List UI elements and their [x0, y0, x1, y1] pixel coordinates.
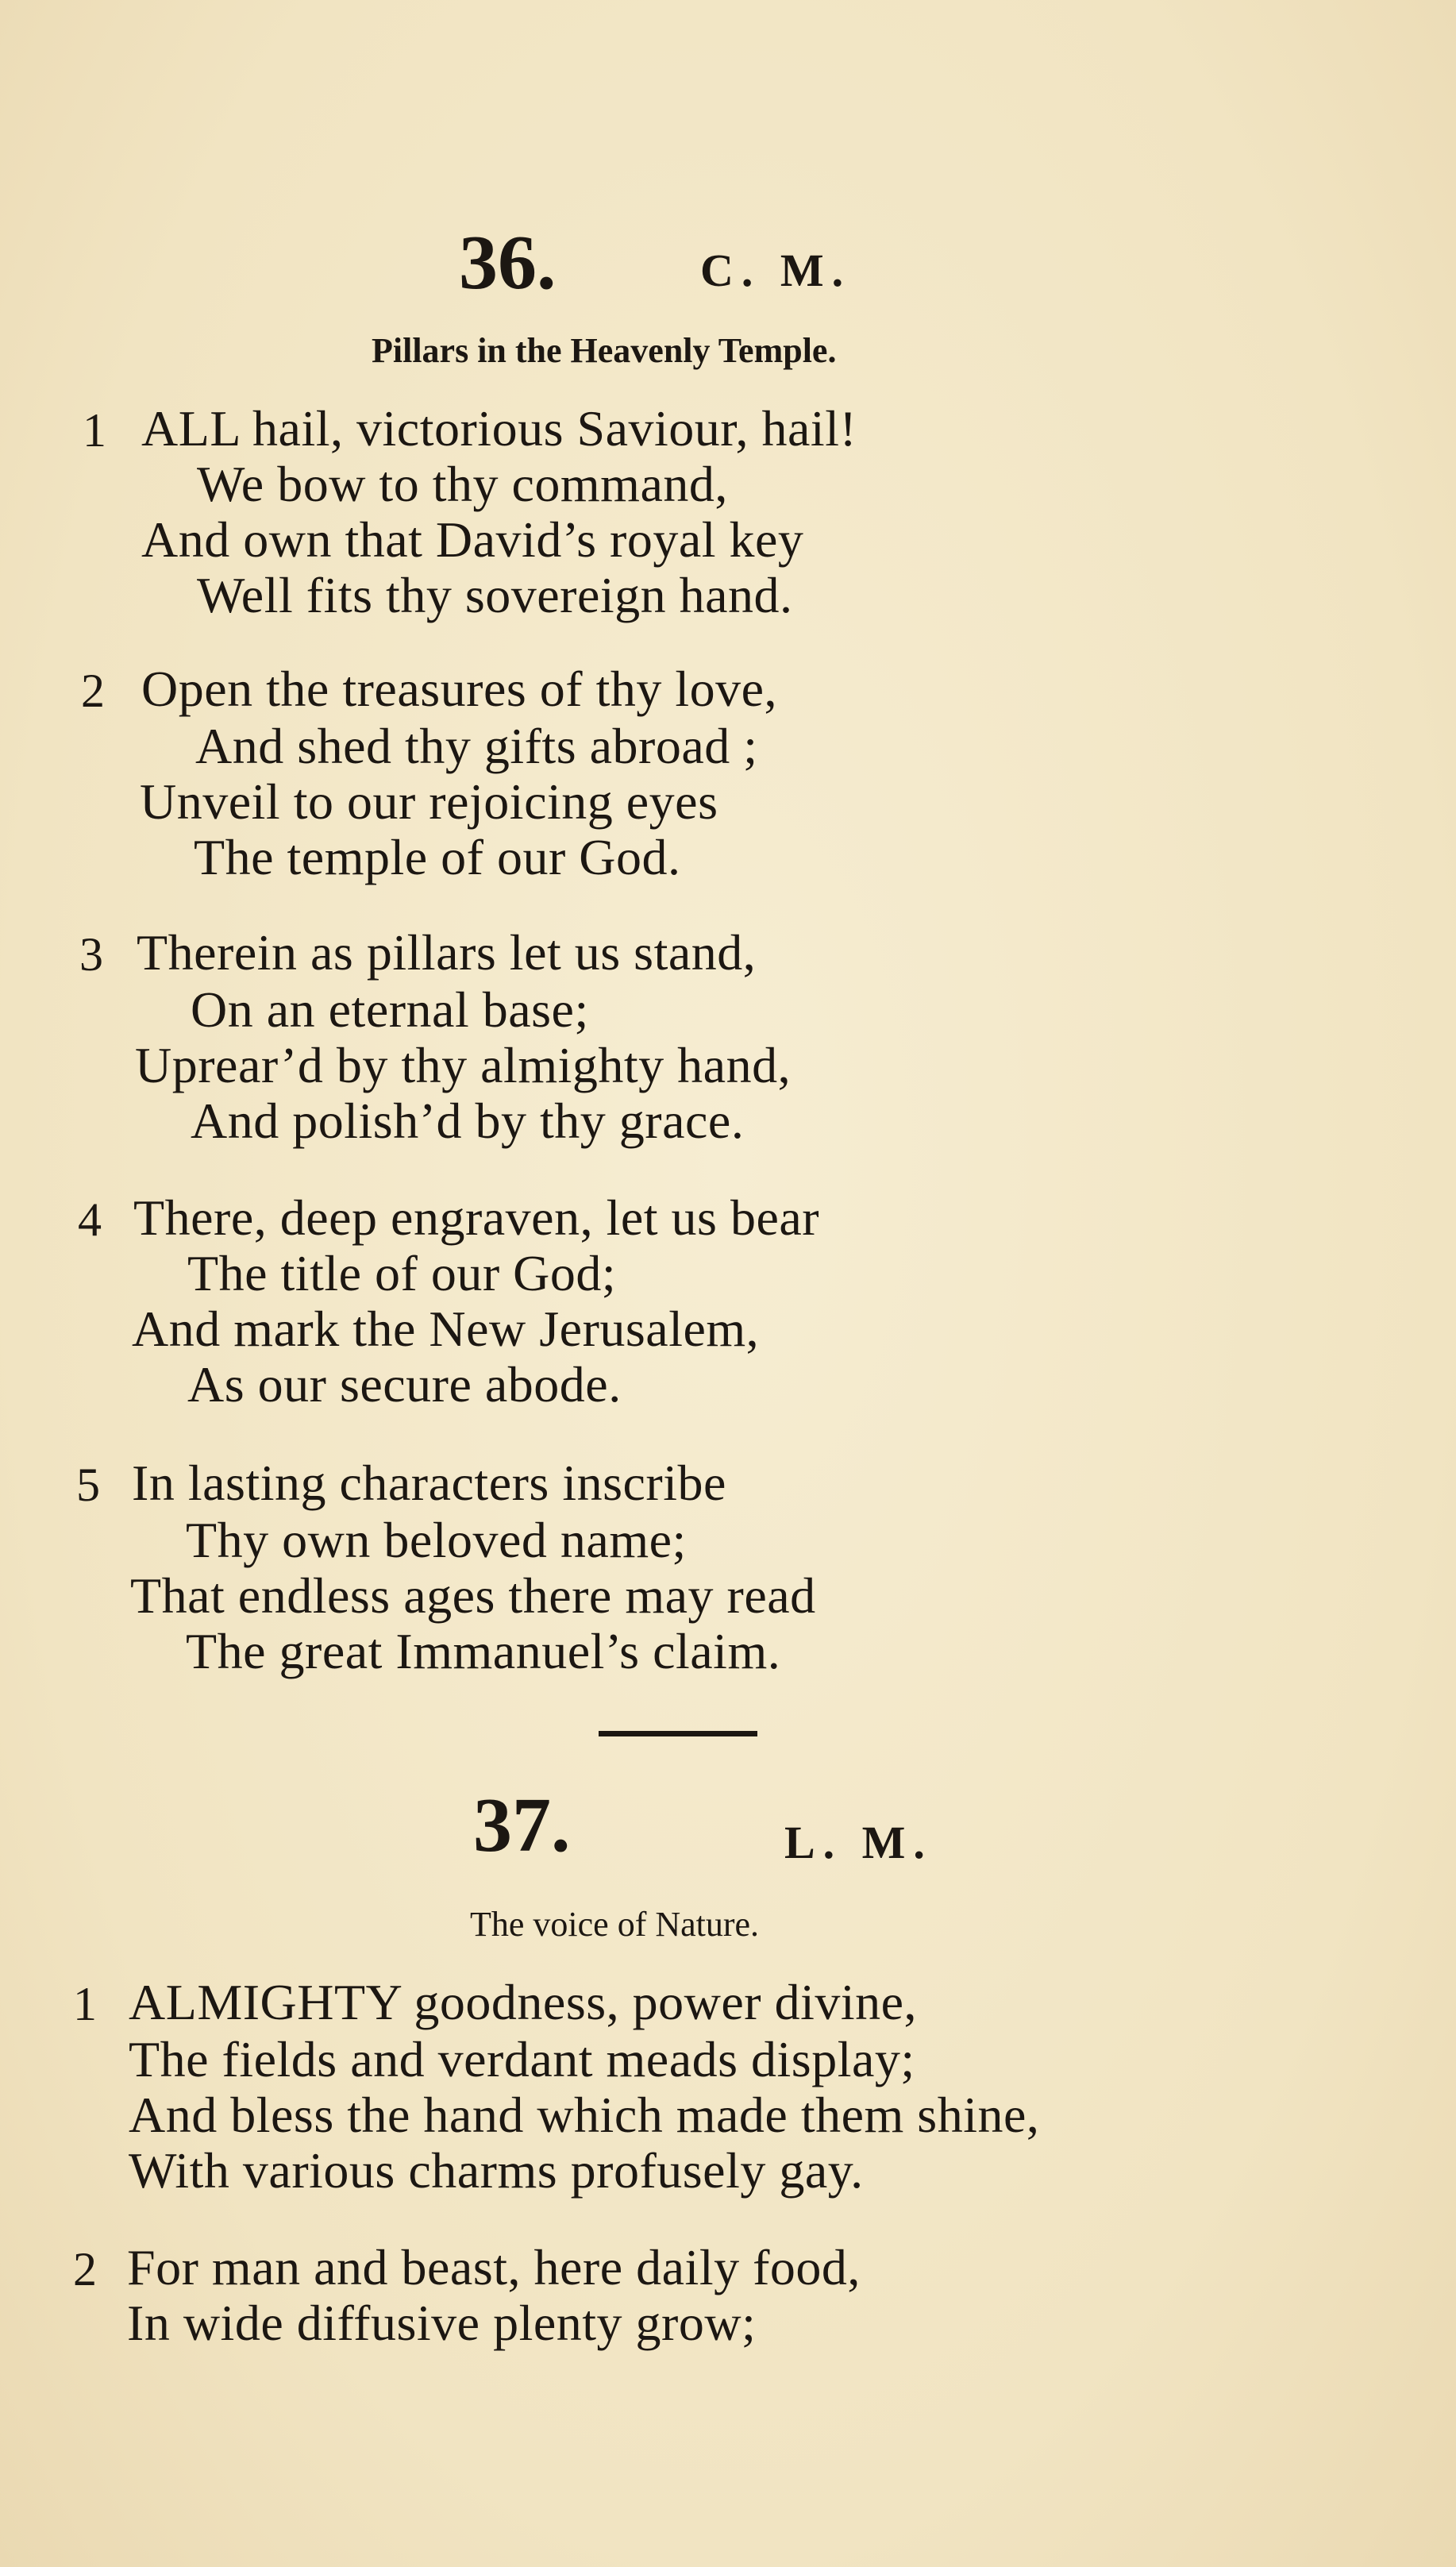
verse-line: And bless the hand which made them shine, — [129, 2087, 1040, 2143]
verse-number: 4 — [78, 1193, 102, 1246]
section-divider — [599, 1731, 757, 1736]
verse-line: The title of our God; — [187, 1245, 617, 1301]
hymn-title: Pillars in the Heavenly Temple. — [372, 331, 837, 370]
verse-line: In lasting characters inscribe — [132, 1455, 726, 1511]
verse-line: Unveil to our rejoicing eyes — [140, 773, 718, 830]
verse-line: There, deep engraven, let us bear — [133, 1189, 820, 1246]
hymn-meter: L. M. — [784, 1817, 933, 1868]
verse-line: The great Immanuel’s claim. — [186, 1623, 781, 1679]
verse-line: And polish’d by thy grace. — [191, 1093, 745, 1149]
verse-line: ALL hail, victorious Saviour, hail! — [141, 400, 857, 457]
verse-number: 3 — [79, 928, 103, 981]
verse-line: And shed thy gifts abroad ; — [195, 718, 758, 774]
verse-line: For man and beast, here daily food, — [127, 2239, 861, 2295]
verse-line: That endless ages there may read — [130, 1567, 816, 1624]
verse-line: The temple of our God. — [194, 829, 681, 885]
verse-line: Open the treasures of thy love, — [141, 661, 778, 717]
verse-number: 2 — [73, 2243, 97, 2295]
verse-line: As our secure abode. — [187, 1356, 622, 1413]
verse-line: The fields and verdant meads display; — [129, 2031, 915, 2087]
verse-line: On an eternal base; — [191, 981, 589, 1038]
hymn-meter: C. M. — [700, 245, 852, 296]
verse-line: And own that David’s royal key — [141, 511, 804, 568]
verse-number: 1 — [83, 404, 106, 457]
hymn-number: 36. — [459, 220, 557, 306]
verse-line: In wide diffusive plenty grow; — [127, 2295, 757, 2351]
hymn-number: 37. — [473, 1783, 571, 1868]
verse-line: Thy own beloved name; — [186, 1512, 687, 1568]
verse-line: Uprear’d by thy almighty hand, — [135, 1037, 792, 1093]
verse-line: Therein as pillars let us stand, — [137, 924, 757, 981]
hymn-title: The voice of Nature. — [470, 1905, 760, 1944]
verse-line: Well fits thy sovereign hand. — [197, 567, 793, 623]
verse-number: 1 — [73, 1978, 97, 2030]
verse-number: 5 — [76, 1459, 100, 1511]
verse-line: We bow to thy command, — [197, 456, 728, 512]
verse-number: 2 — [81, 665, 105, 717]
verse-line: ALMIGHTY goodness, power divine, — [129, 1974, 918, 2030]
verse-line: And mark the New Jerusalem, — [132, 1301, 760, 1357]
verse-line: With various charms profusely gay. — [129, 2142, 864, 2199]
